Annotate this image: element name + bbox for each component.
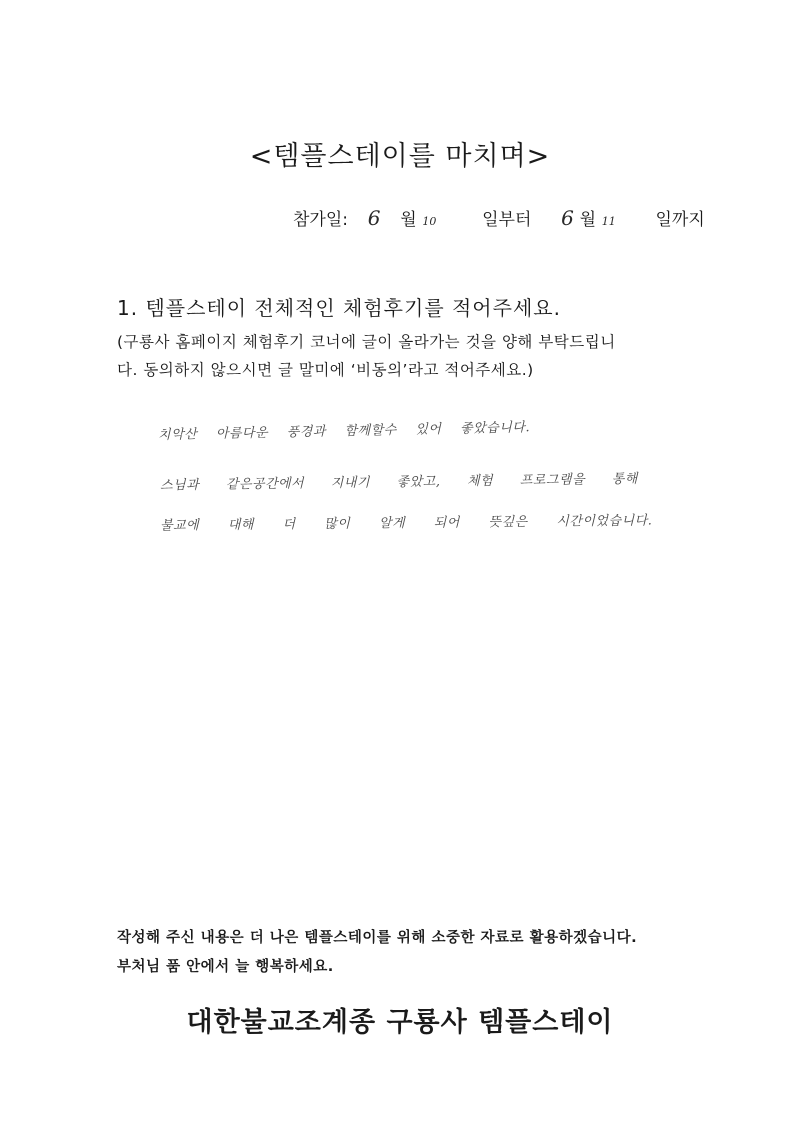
section-title: 1. 템플스테이 전체적인 체험후기를 적어주세요. bbox=[117, 296, 561, 320]
period-label: 참가일: bbox=[293, 210, 348, 230]
consent-note-line: 다. 동의하지 않으시면 글 말미에 ‘비동의’라고 적어주세요.) bbox=[117, 361, 534, 379]
month-unit: 월 bbox=[400, 210, 417, 230]
start-month-handwritten: 6 bbox=[367, 206, 381, 230]
review-handwritten-line: 스님과 같은공간에서 지내기 좋았고, 체험 프로그램을 통해 bbox=[159, 471, 638, 494]
organization-name: 대한불교조계종 구룡사 템플스테이 bbox=[186, 1007, 614, 1038]
to-text: 일까지 bbox=[655, 210, 705, 230]
closing-message-line: 부처님 품 안에서 늘 행복하세요. bbox=[117, 959, 334, 975]
review-handwritten-line: 치악산 아름다운 풍경과 함께할수 있어 좋았습니다. bbox=[157, 420, 531, 443]
month-unit: 월 bbox=[579, 210, 597, 230]
end-month-handwritten: 6 bbox=[561, 206, 574, 230]
review-handwritten-line: 불교에 대해 더 많이 알게 되어 뜻깊은 시간이었습니다. bbox=[159, 513, 653, 534]
from-text: 일부터 bbox=[482, 210, 532, 230]
closing-message-line: 작성해 주신 내용은 더 나은 템플스테이를 위해 소중한 자료로 활용하겠습니다. bbox=[117, 930, 638, 946]
end-day-handwritten: 11 bbox=[601, 215, 616, 228]
consent-note-line: (구룡사 홈페이지 체험후기 코너에 글이 올라가는 것을 양해 부탁드립니 bbox=[117, 333, 616, 351]
participation-period bbox=[293, 205, 705, 230]
page-title: <템플스테이를 마치며> bbox=[249, 141, 551, 172]
start-day-handwritten: 10 bbox=[422, 215, 437, 228]
